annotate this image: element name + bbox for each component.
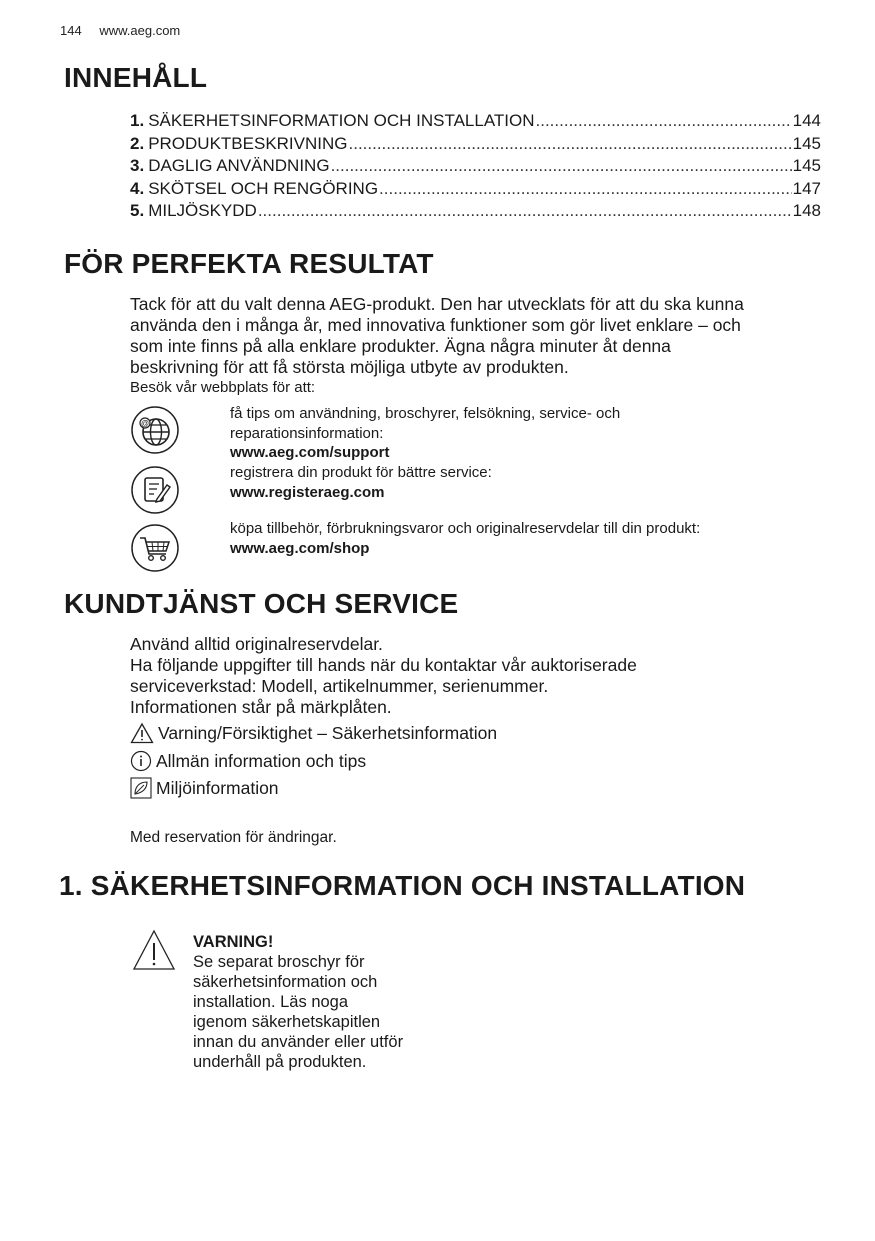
page-header xyxy=(60,23,180,38)
customer-service-title: KUNDTJÄNST OCH SERVICE xyxy=(64,588,459,619)
toc-item-label: DAGLIG ANVÄNDNING xyxy=(148,156,330,175)
shop-link-block xyxy=(230,519,830,558)
legend-environment xyxy=(130,777,279,799)
globe-icon xyxy=(130,405,180,455)
service-line: Använd alltid originalreservdelar. xyxy=(130,634,383,654)
toc-item-page: 145 xyxy=(792,133,821,153)
toc-item[interactable] xyxy=(130,133,821,156)
legend-warning-label: Varning/Försiktighet – Säkerhetsinformation xyxy=(158,722,498,743)
svg-text:@: @ xyxy=(141,419,149,428)
support-description: reparationsinformation: xyxy=(230,424,384,442)
intro-line: beskrivning för att få största möjliga utbyte av produkten. xyxy=(130,357,569,377)
register-url[interactable]: www.registeraeg.com xyxy=(230,483,385,501)
legend-environment-label: Miljöinformation xyxy=(156,777,279,798)
toc-leader xyxy=(331,155,792,178)
support-link-block xyxy=(230,404,830,463)
toc-item[interactable] xyxy=(130,155,821,178)
safety-section-title: 1. SÄKERHETSINFORMATION OCH INSTALLATION xyxy=(59,870,746,901)
toc-item-label: SKÖTSEL OCH RENGÖRING xyxy=(148,178,379,198)
warning-triangle-icon xyxy=(130,722,154,744)
toc-item-label: MILJÖSKYDD xyxy=(148,201,257,220)
warning-line: igenom säkerhetskapitlen xyxy=(193,1013,381,1031)
toc-item-number: 1. xyxy=(130,111,145,130)
toc-item-label: SÄKERHETSINFORMATION OCH INSTALLATION xyxy=(148,111,535,130)
cart-icon xyxy=(130,523,180,573)
toc-item-number: 2. xyxy=(130,133,145,153)
toc-leader xyxy=(258,200,792,223)
support-description: få tips om användning, broschyrer, felsökning, service- och xyxy=(230,405,621,422)
website-link[interactable]: www.aeg.com xyxy=(99,23,181,38)
shop-description: köpa tillbehör, förbrukningsvaror och originalreservdelar till din produkt: xyxy=(230,520,701,537)
register-link-block xyxy=(230,463,830,502)
toc-item-number: 4. xyxy=(130,178,145,198)
visit-text: Besök vår webbplats för att: xyxy=(130,379,316,396)
warning-line: Se separat broschyr för xyxy=(193,953,365,971)
page-number: 144 xyxy=(60,23,82,38)
perfect-results-title: FÖR PERFEKTA RESULTAT xyxy=(64,248,434,279)
toc-item-number: 5. xyxy=(130,201,145,220)
service-line: Ha följande uppgifter till hands när du kontaktar vår auktoriserade xyxy=(130,655,637,675)
service-line: Informationen står på märkplåten. xyxy=(130,697,392,717)
toc-item-page: 148 xyxy=(792,201,821,220)
leaf-icon xyxy=(130,777,152,799)
warning-line: innan du använder eller utför xyxy=(193,1033,404,1051)
toc-item-page: 145 xyxy=(792,156,821,175)
toc-item[interactable] xyxy=(130,110,821,133)
service-line: serviceverkstad: Modell, artikelnummer, serienummer. xyxy=(130,676,549,696)
toc-item-number: 3. xyxy=(130,156,145,175)
warning-title: VARNING! xyxy=(193,933,274,951)
warning-line: underhåll på produkten. xyxy=(193,1053,367,1071)
warning-line: säkerhetsinformation och xyxy=(193,973,378,991)
toc-item-page: 144 xyxy=(792,111,821,130)
support-url[interactable]: www.aeg.com/support xyxy=(230,444,390,461)
legend-info-label: Allmän information och tips xyxy=(156,750,367,771)
toc-leader xyxy=(349,133,792,156)
toc-title: INNEHÅLL xyxy=(64,62,208,93)
service-paragraph xyxy=(130,634,637,718)
warning-line: installation. Läs noga xyxy=(193,993,349,1011)
register-description: registrera din produkt för bättre service: xyxy=(230,464,492,481)
intro-line: använda den i många år, med innovativa funktioner som gör livet enklare – och xyxy=(130,315,741,335)
toc-item-page: 147 xyxy=(792,178,821,198)
toc-leader xyxy=(379,178,792,201)
toc-item[interactable] xyxy=(130,178,821,201)
info-icon xyxy=(130,750,152,772)
legend-warning xyxy=(130,722,497,744)
warning-triangle-icon xyxy=(132,929,176,971)
register-icon xyxy=(130,465,180,515)
shop-url[interactable]: www.aeg.com/shop xyxy=(230,539,370,557)
toc-item-label: PRODUKTBESKRIVNING xyxy=(148,133,348,153)
toc-leader xyxy=(536,110,792,133)
intro-line: som inte finns på alla enklare produkter. Ägna några minuter åt denna xyxy=(130,336,671,356)
toc-item[interactable] xyxy=(130,200,821,223)
safety-warning-text xyxy=(193,932,433,1072)
legend-info xyxy=(130,750,366,772)
intro-paragraph xyxy=(130,294,744,397)
reservation-note: Med reservation för ändringar. xyxy=(130,829,337,846)
intro-line: Tack för att du valt denna AEG-produkt. Den har utvecklats för att du ska kunna xyxy=(130,294,744,314)
table-of-contents xyxy=(130,110,821,223)
